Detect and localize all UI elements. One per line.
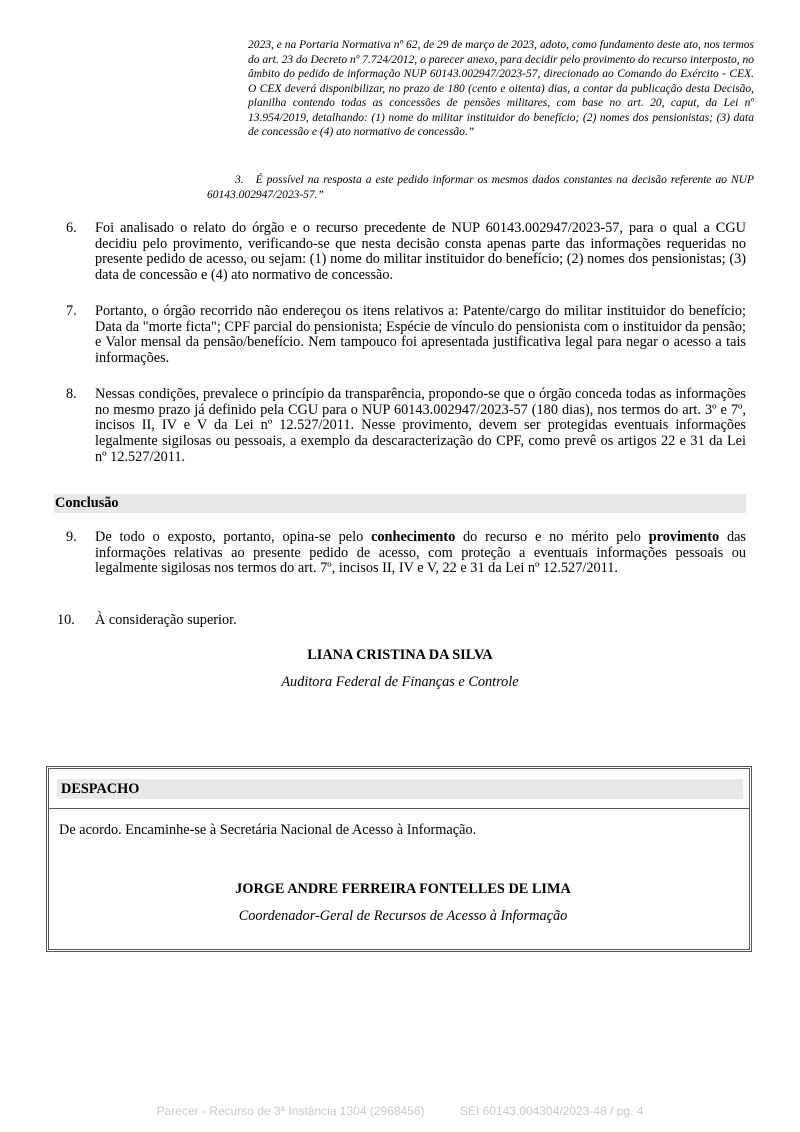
footer-document-title: Parecer - Recurso de 3ª Instância 1304 (2968456) [156, 1104, 425, 1118]
paragraph-7 [54, 304, 746, 367]
page-footer [0, 1104, 800, 1118]
despacho-divider [49, 808, 749, 809]
paragraph-9 [54, 530, 746, 577]
paragraph-text: Foi analisado o relato do órgão e o recurso precedente de NUP 60143.002947/2023-57, para o qual a CGU decidiu pelo provimento, verificando-se que nesta decisão consta apenas parte das informações requeridas no presente pedido de acesso, ou sejam: (1) nome do militar instituidor do benefício; (2) nomes dos pensionistas; (3) data de concessão e (4) ato normativo de concessão. [95, 220, 746, 284]
despacho-box [46, 766, 752, 952]
despacho-text: De acordo. Encaminhe-se à Secretária Nacional de Acesso à Informação. [59, 822, 477, 838]
despacho-signer-name: JORGE ANDRE FERREIRA FONTELLES DE LIMA [235, 881, 571, 897]
paragraph-6 [54, 221, 746, 284]
p9-text-c: do recurso e no mérito pelo [455, 529, 649, 545]
quoted-item-3 [207, 173, 754, 202]
paragraph-text: Nessas condições, prevalece o princípio da transparência, propondo-se que o órgão conceda todas as informações no mesmo prazo já definido pela CGU para o NUP 60143.002947/2023-57 (180 dias), nos termos do art. 3º e 7º, incisos II, IV e V da Lei nº 12.527/2011. Nesse provimento, devem ser protegidas eventuais informações legalmente sigilosas ou pessoais, a exemplo da descaracterização do CPF, como prevê os artigos 22 e 31 da Lei nº 12.527/2011. [95, 386, 746, 465]
despacho-heading: DESPACHO [57, 779, 743, 799]
paragraph-text: Portanto, o órgão recorrido não endereçou os itens relativos a: Patente/cargo do militar instituidor do benefício; Data da "morte ficta"; CPF parcial do pensionista; Espécie de vínculo do pensionista com o instituidor da pensão; e Valor mensal da pensão/benefício. Nem tampouco foi apresentada justificativa legal para negar o acesso a tais informações. [95, 303, 746, 367]
quoted-decision: 2023, e na Portaria Normativa nº 62, de 29 de março de 2023, adoto, como fundamento deste ato, nos termos do art. 23 do Decreto nº 7.724/2012, o parecer anexo, para decidir pelo provimento do recurso interposto, no âmbito do pedido de informação NUP 60143.002947/2023-57, direcionado ao Comando do Exército - CEX. O CEX deverá disponibilizar, no prazo de 180 (cento e oitenta) dias, a contar da publicação desta Decisão, planilha contendo todas as concessões de pensões militares, com base no art. 20, caput, da Lei nº 13.954/2019, detalhando: (1) nome do militar instituidor do benefício; (2) nomes dos pensionistas; (3) data de concessão e (4) ato normativo de concessão.” [248, 39, 754, 138]
p9-text-a: De todo o exposto, portanto, opina-se pelo [95, 529, 372, 545]
signer-name: LIANA CRISTINA DA SILVA [307, 647, 493, 663]
p9-bold-conhecimento: conhecimento [371, 529, 456, 545]
paragraph-number: 6. [66, 220, 77, 236]
paragraph-8 [54, 387, 746, 466]
paragraph-text: À consideração superior. [95, 612, 237, 628]
p9-bold-provimento: provimento [648, 529, 720, 545]
paragraph-number: 10. [57, 612, 75, 628]
conclusion-heading: Conclusão [54, 494, 746, 513]
despacho-signer-role: Coordenador-Geral de Recursos de Acesso à Informação [238, 908, 568, 924]
paragraph-number: 9. [66, 529, 77, 545]
quoted-item-3-text: É possível na resposta a este pedido informar os mesmos dados constantes na decisão referente ao NUP 60143.002947/2023-57.” [207, 174, 754, 201]
paragraph-number: 8. [66, 386, 77, 402]
quoted-item-3-number: 3. [235, 174, 244, 186]
footer-sei-reference: SEI 60143.004304/2023-48 / pg. 4 [459, 1104, 644, 1118]
paragraph-number: 7. [66, 303, 77, 319]
paragraph-10 [54, 613, 746, 629]
p9-text-e: das informações relativas ao presente pedido de acesso, com proteção a eventuais informações pessoais ou legalmente sigilosas nos termos do art. 7º, incisos II, IV e V, 22 e 31 da Lei nº 12.527/2011. [95, 529, 747, 577]
signer-role: Auditora Federal de Finanças e Controle [281, 674, 519, 690]
paragraph-text [95, 530, 746, 577]
